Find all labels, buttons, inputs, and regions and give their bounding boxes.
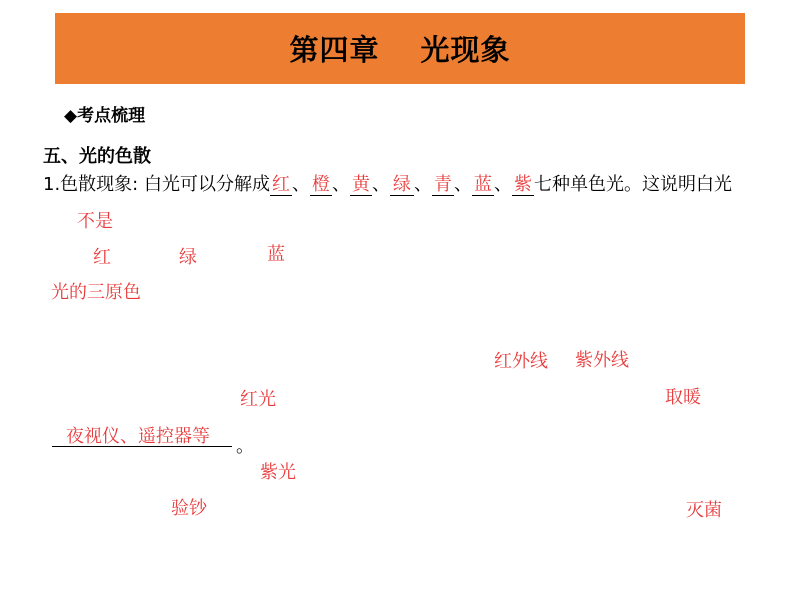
section-marker: ◆考点梳理 [64,106,146,126]
answer-banknote-check: 验钞 [171,498,207,519]
answer-sterilize: 灭菌 [686,500,722,521]
separator: 、 [291,174,310,195]
answer-blank: 紫 [513,174,532,195]
separator: 、 [331,174,350,195]
item1-prefix: 1.色散现象: 白光可以分解成 [43,174,270,195]
answer-infrared-uses: 夜视仪、遥控器等 [66,426,210,447]
answer-ultraviolet: 紫外线 [575,350,629,371]
chapter-title-banner [55,13,745,84]
answer-red-light: 红光 [240,389,276,410]
answer-primary-red: 红 [93,247,111,268]
item1-line [43,173,732,197]
answer-blank: 黄 [351,174,370,195]
section-heading: 五、光的色散 [43,146,151,167]
answer-three-primary-colors: 光的三原色 [51,282,141,303]
answer-blank: 蓝 [473,174,492,195]
item1-suffix: 七种单色光。这说明白光 [533,174,732,195]
separator: 、 [453,174,472,195]
answer-blank: 红 [271,174,290,195]
chapter-title: 第四章 光现象 [289,33,511,67]
answer-infrared: 红外线 [494,351,548,372]
answer-warming: 取暖 [665,387,701,408]
answer-primary-blue: 蓝 [267,244,285,265]
answer-primary-green: 绿 [179,247,197,268]
answer-blank: 绿 [390,175,414,196]
answer-blank: 青 [433,174,452,195]
answer-violet-light: 紫光 [260,462,296,483]
separator: 、 [493,174,512,195]
separator: 、 [371,174,390,195]
answer-not: 不是 [77,211,113,232]
sentence-period: 。 [236,436,254,457]
answer-blank: 橙 [311,174,330,195]
answer-underline [52,446,232,447]
separator: 、 [413,174,432,195]
